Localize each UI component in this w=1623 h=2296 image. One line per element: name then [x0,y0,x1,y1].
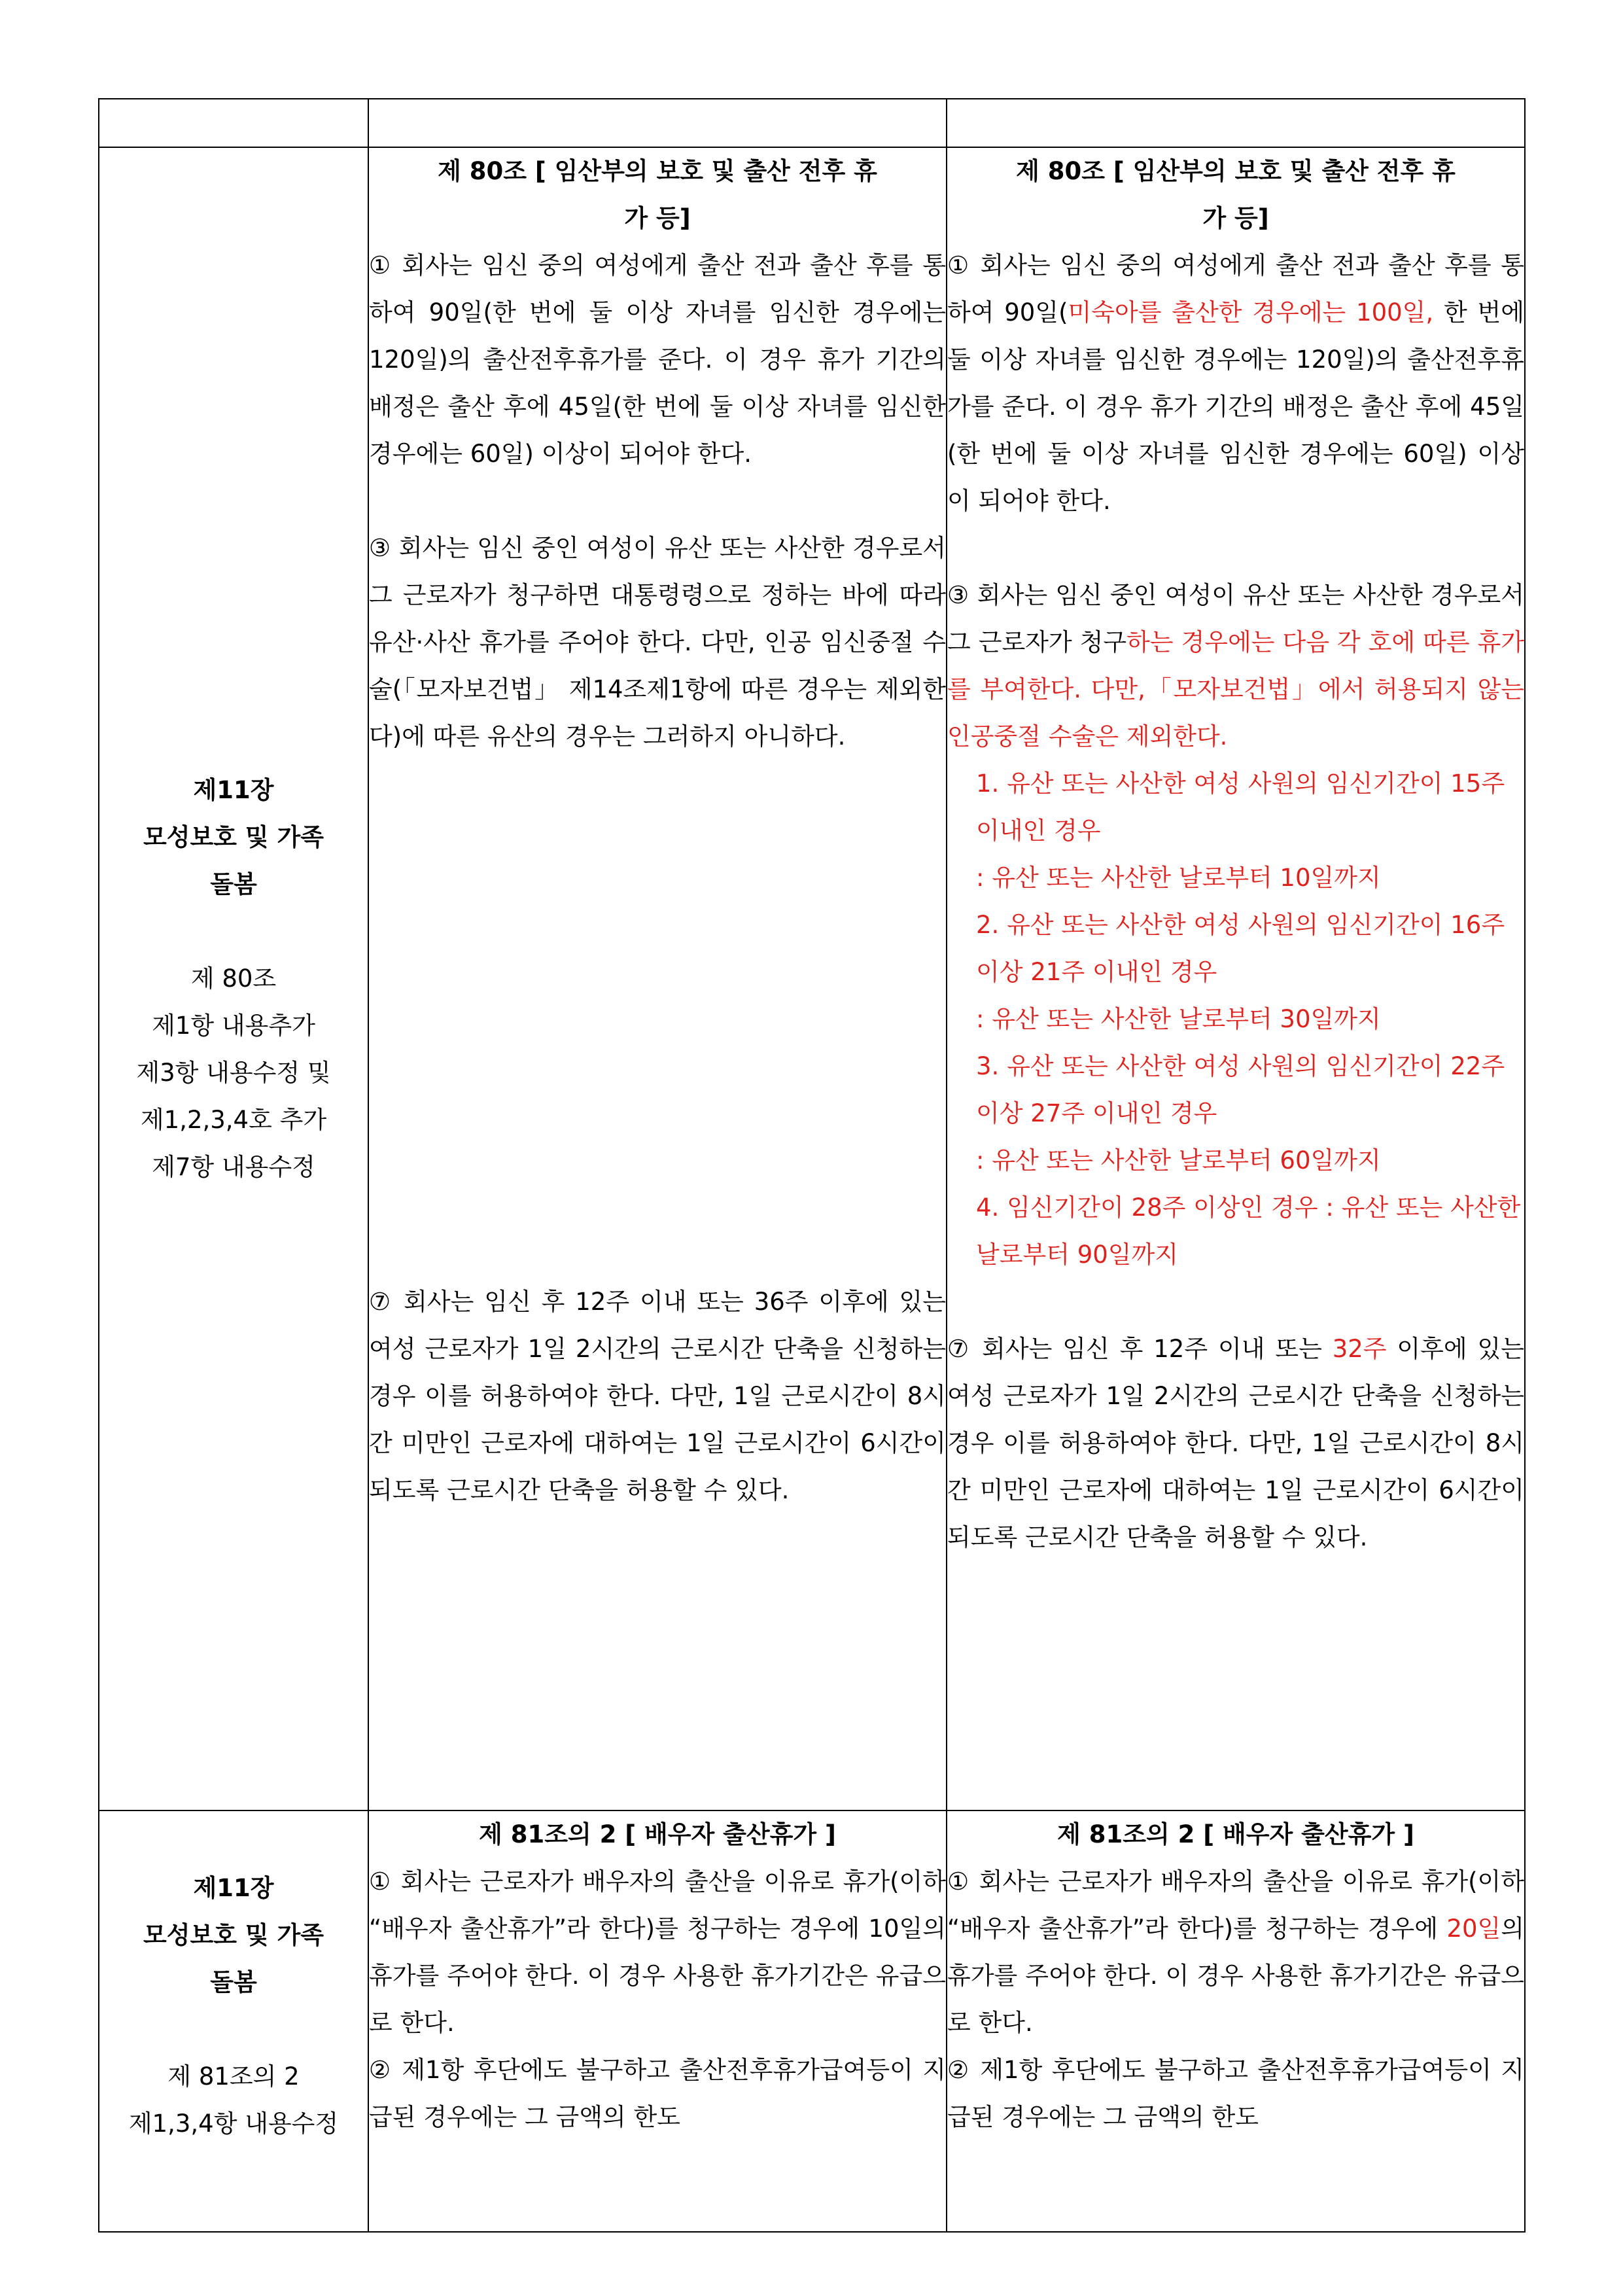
comparison-table [98,98,1526,2233]
list-item: 4. 임신기간이 28주 이상인 경우 : 유산 또는 사산한 날로부터 90일까지 [976,1193,1521,1269]
paragraph-7: ⑦ 회사는 임신 후 12주 이내 또는 36주 이후에 있는 여성 근로자가 1일 2시간의 근로시간 단축을 신청하는 경우 이를 허용하여야 한다. 다만, 1일 근로시간이 8시간 미만인 근로자에 대하여는 1일 근로시간이 6시간이 되도록 근로시간 단축을 허용할 수 있다. [369,1288,946,1504]
revised-text: 20일 [1446,1915,1501,1943]
paragraph-7: ⑦ 회사는 임신 후 12주 이내 또는 32주 이후에 있는 여성 근로자가 1일 2시간의 근로시간 단축을 신청하는 경우 이를 허용하여야 한다. 다만, 1일 근로시간이 8시간 미만인 근로자에 대하여는 1일 근로시간이 6시간이 되도록 근로시간 단축을 허용할 수 있다. [947,1335,1525,1551]
paragraph-1: ① 회사는 근로자가 배우자의 출산을 이유로 휴가(이하 “배우자 출산휴가”라 한다)를 청구하는 경우에 10일의 휴가를 주어야 한다. 이 경우 사용한 휴가기간은 유급으로 한다. [369,1867,946,2037]
revised-text: 하는 경우에는 다음 각 호에 따른 휴가를 부여한다. 다만,「모자보건법」에서 허용되지 않는 인공중절 수술은 제외한다. [947,628,1525,751]
header-cell-after [947,99,1525,147]
article-title: 제 81조의 2 [ 배우자 출산휴가 ] [1057,1820,1414,1848]
article-title: 제 80조 [ 임산부의 보호 및 출산 전후 휴 [1016,157,1456,185]
after-text-cell [947,1810,1525,2232]
paragraph-3: ③ 회사는 임신 중인 여성이 유산 또는 사산한 경우로서 그 근로자가 청구하면 대통령령으로 정하는 바에 따라 유산·사산 휴가를 주어야 한다. 다만, 인공 임신중절 수술(「모자보건법」 제14조제1항에 따른 경우는 제외한다)에 따른 유산의 경우는 그러하지 아니하다. [369,534,946,751]
header-row [99,99,1525,147]
paragraph-1: ① 회사는 임신 중의 여성에게 출산 전과 출산 후를 통하여 90일(미숙아를 출산한 경우에는 100일, 한 번에 둘 이상 자녀를 임신한 경우에는 120일)의 출산전후휴가를 준다. 이 경우 휴가 기간의 배정은 출산 후에 45일(한 번에 둘 이상 자녀를 임신한 경우에는 60일) 이상이 되어야 한다. [947,251,1524,515]
article-title: 제 80조 [ 임산부의 보호 및 출산 전후 휴 [438,157,877,185]
chapter-name: 모성보호 및 가족 [143,1921,324,1949]
list-item: : 유산 또는 사산한 날로부터 60일까지 [976,1146,1381,1174]
paragraph-2: ② 제1항 후단에도 불구하고 출산전후휴가급여등이 지급된 경우에는 그 금액의 한도 [369,2056,946,2131]
chapter-name: 모성보호 및 가족 [143,823,324,851]
chapter-number: 제11장 [193,776,274,804]
chapter-name-cont: 돌봄 [210,1968,257,1996]
change-note: 제7항 내용수정 [152,1153,315,1181]
change-note: 제3항 내용수정 및 [136,1059,331,1087]
change-note: 제1,2,3,4호 추가 [140,1106,327,1134]
before-text-cell [368,1810,947,2232]
before-text-cell [368,147,947,1810]
revised-text: 미숙아를 출산한 경우에는 100일, [1068,298,1434,327]
header-cell-category [99,99,368,147]
change-note: 제1항 내용추가 [152,1012,315,1040]
category-cell [99,1810,368,2232]
chapter-number: 제11장 [193,1874,274,1902]
table-row [99,147,1525,1810]
revised-text: 32주 [1332,1335,1387,1363]
change-note: 제1,3,4항 내용수정 [128,2110,339,2138]
article-number: 제 81조의 2 [167,2062,300,2091]
list-item: : 유산 또는 사산한 날로부터 30일까지 [976,1005,1381,1033]
article-title: 제 81조의 2 [ 배우자 출산휴가 ] [479,1820,836,1848]
after-text-cell [947,147,1525,1810]
paragraph-2: ② 제1항 후단에도 불구하고 출산전후휴가급여등이 지급된 경우에는 그 금액의 한도 [947,2056,1524,2131]
list-item: 3. 유산 또는 사산한 여성 사원의 임신기간이 22주 이상 27주 이내인 경우 [976,1052,1505,1127]
paragraph-1: ① 회사는 임신 중의 여성에게 출산 전과 출산 후를 통하여 90일(한 번에 둘 이상 자녀를 임신한 경우에는 120일)의 출산전후휴가를 준다. 이 경우 휴가 기간의 배정은 출산 후에 45일(한 번에 둘 이상 자녀를 임신한 경우에는 60일) 이상이 되어야 한다. [369,251,946,468]
article-number: 제 80조 [190,964,277,993]
list-item: 1. 유산 또는 사산한 여성 사원의 임신기간이 15주 이내인 경우 [976,769,1505,845]
article-title-cont: 가 등] [624,204,691,232]
chapter-name-cont: 돌봄 [210,870,257,898]
category-cell [99,147,368,1810]
paragraph-1: ① 회사는 근로자가 배우자의 출산을 이유로 휴가(이하 “배우자 출산휴가”라 한다)를 청구하는 경우에 20일의 휴가를 주어야 한다. 이 경우 사용한 휴가기간은 유급으로 한다. [947,1867,1524,2037]
paragraph-3: ③ 회사는 임신 중인 여성이 유산 또는 사산한 경우로서 그 근로자가 청구하는 경우에는 다음 각 호에 따른 휴가를 부여한다. 다만,「모자보건법」에서 허용되지 않는 인공중절 수술은 제외한다. [947,581,1525,751]
list-item: : 유산 또는 사산한 날로부터 10일까지 [976,864,1381,892]
article-title-cont: 가 등] [1202,204,1269,232]
table-row [99,1810,1525,2232]
header-cell-before [368,99,947,147]
list-item: 2. 유산 또는 사산한 여성 사원의 임신기간이 16주 이상 21주 이내인 경우 [976,911,1505,986]
